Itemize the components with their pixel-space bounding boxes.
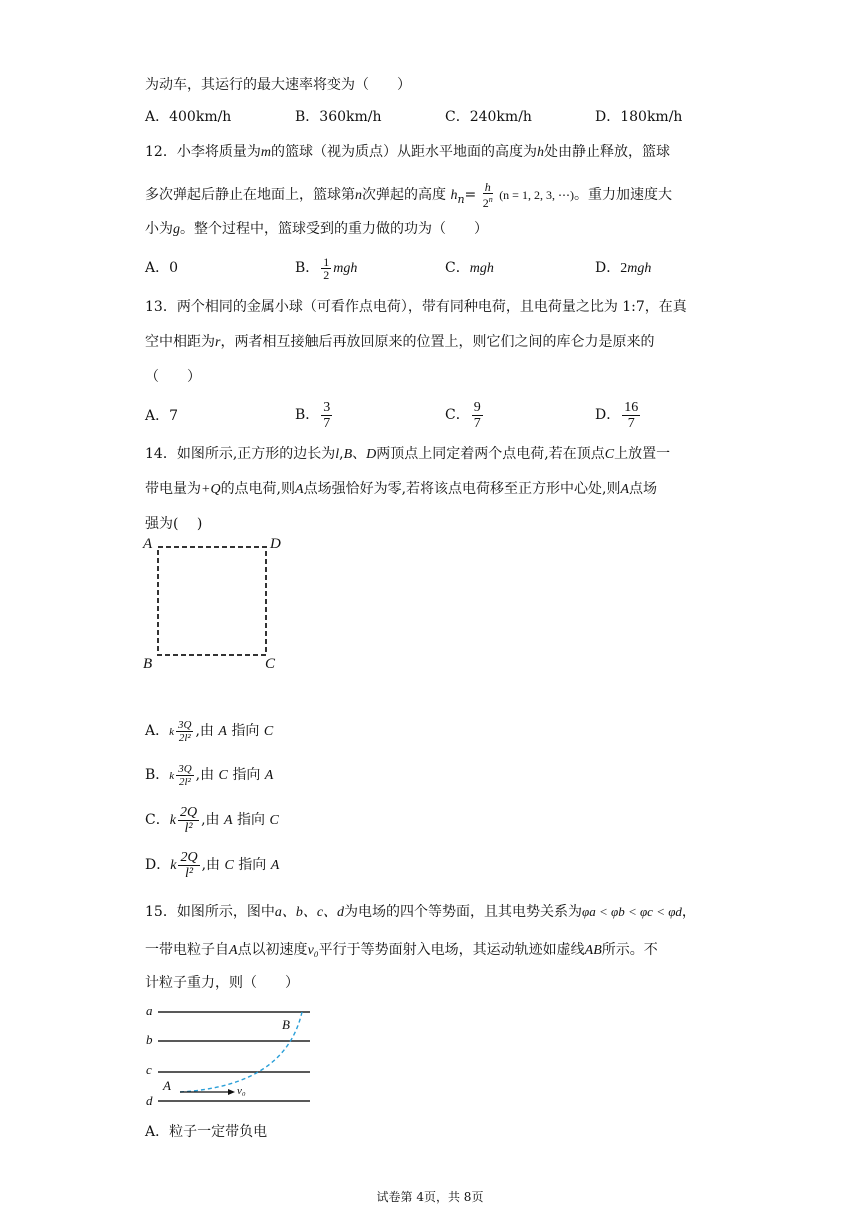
q14-option-d: D．k $\frac{2Q}{\text{l²}}$ ,由 C 指向 A <box>145 849 280 881</box>
vertex-label-c: C <box>265 656 276 672</box>
q12-option-b: B． $\frac{1}{2}$ mgh <box>295 254 358 282</box>
q14-stem-line1: 14．如图所示,正方形的边长为l,B、D两顶点上同定着两个点电荷,若在顶点C上放置一 <box>145 446 671 462</box>
vertex-label-d: D <box>270 536 281 552</box>
q13-option-b: B． $\frac{3}{7}$ <box>295 399 331 431</box>
q14-option-c: C．k $\frac{2Q}{\text{l²}}$ ,由 A 指向 C <box>145 804 279 836</box>
q14-option-a: A．k $\frac{3Q}{\text{2l²}}$ ,由 A 指向 C <box>145 718 274 744</box>
vertex-label-a: A <box>143 536 153 552</box>
q14-option-b: B．k $\frac{3Q}{\text{2l²}}$ ,由 C 指向 A <box>145 762 274 788</box>
q12-stem-line1: 12．小李将质量为m的篮球（视为质点）从距水平地面的高度为h处由静止释放，篮球 <box>145 144 670 160</box>
q11-option-d: D．180km/h <box>595 109 683 125</box>
point-label-a: A <box>163 1078 171 1093</box>
page-footer: 试卷第 4页，共 8页 <box>376 1190 484 1204</box>
q12-option-d: D．2mgh <box>595 260 652 276</box>
q13-stem-line3: （ ） <box>145 369 201 385</box>
q11-option-a: A．400km/h <box>145 109 232 125</box>
q15-stem-line2: 一带电粒子自A点以初速度v₀平行于等势面射入电场，其运动轨迹如虚线AB所示。不 <box>145 942 658 958</box>
q13-option-a: A．7 <box>145 408 179 424</box>
line-label-c: c <box>146 1062 152 1077</box>
q12-stem-line2: 多次弹起后静止在地面上，篮球第n次弹起的高度 $h_n=$ $\frac{h}{2^n}$ (n = 1, 2, 3, ⋯)。重力加速度大 <box>145 180 672 210</box>
velocity-arrowhead <box>228 1089 235 1095</box>
q15-option-a: A．粒子一定带负电 <box>145 1124 268 1140</box>
q13-stem-line1: 13．两个相同的金属小球（可看作点电荷），带有同种电荷，且电荷量之比为 1:7，在真 <box>145 299 687 315</box>
q13-option-c: C． $\frac{9}{7}$ <box>445 399 481 431</box>
dashed-square <box>158 547 266 655</box>
q12-height-fraction: $\frac{h}{2^n}$ <box>482 180 493 210</box>
point-label-b: B <box>282 1017 290 1032</box>
line-label-b: b <box>146 1032 153 1047</box>
q14-stem-line3: 强为( ) <box>145 516 203 532</box>
q12-option-c: C．mgh <box>445 260 494 276</box>
q11-option-c: C．240km/h <box>445 109 532 125</box>
q13-stem-line2: 空中相距为r，两者相互接触后再放回原来的位置上，则它们之间的库仑力是原来的 <box>145 334 655 350</box>
q12-stem-line3: 小为g。整个过程中，篮球受到的重力做的功为（ ） <box>145 221 488 237</box>
q15-equipotential-figure <box>140 1002 320 1112</box>
q15-stem-line1: 15．如图所示，图中a、b、c、d为电场的四个等势面，且其电势关系为φa < φb < φc < φd， <box>145 904 696 920</box>
velocity-label: v₀ <box>237 1085 246 1097</box>
q13-option-d: D． $\frac{16}{7}$ <box>595 399 639 431</box>
vertex-label-b: B <box>143 656 153 672</box>
q15-stem-line3: 计粒子重力，则（ ） <box>145 975 299 991</box>
line-label-d: d <box>146 1093 153 1108</box>
q14-stem-line2: 带电量为+Q的点电荷,则A点场强恰好为零,若将该点电荷移至正方形中心处,则A点场 <box>145 481 658 497</box>
line-label-a: a <box>146 1003 153 1018</box>
q11-stem-tail: 为动车，其运行的最大速率将变为（ ） <box>145 77 411 93</box>
q12-option-a: A．0 <box>145 260 179 276</box>
q11-option-b: B．360km/h <box>295 109 382 125</box>
